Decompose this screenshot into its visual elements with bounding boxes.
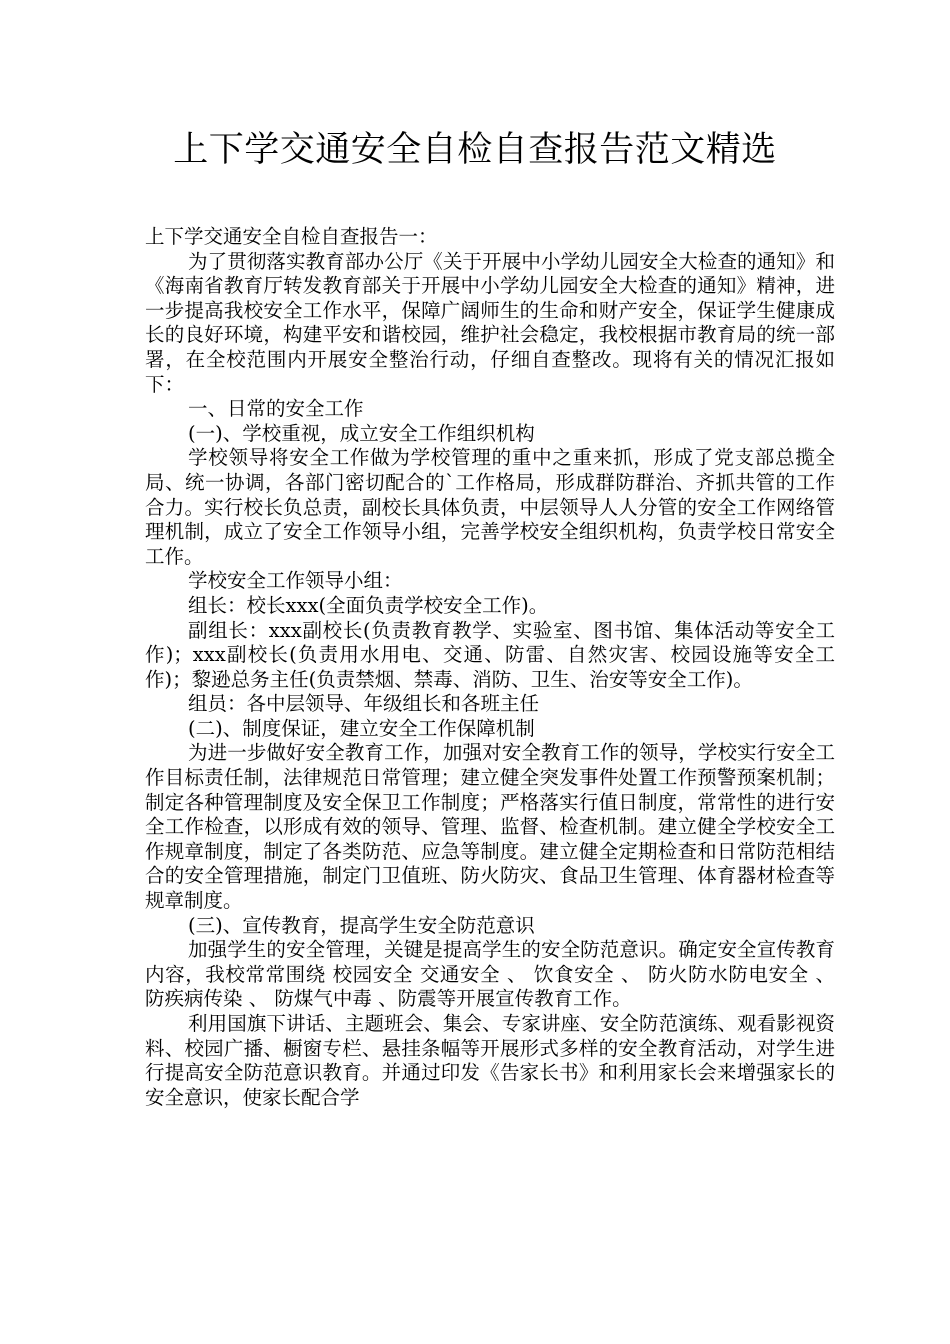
body-paragraph: 为进一步做好安全教育工作，加强对安全教育工作的领导，学校实行安全工作目标责任制，法律规范日常管理；建立健全突发事件处置工作预警预案机制；制定各种管理制度及安全保卫工作制度；严格落实行值日制度，常常性的进行安全工作检查，以形成有效的领导、管理、监督、检查机制。建立健全学校安全工作规章制度，制定了各类防范、应急等制度。建立健全定期检查和日常防范相结合的安全管理措施，制定门卫值班、防火防灾、食品卫生管理、体育器材检查等规章制度。 (145, 741, 835, 913)
body-paragraph: 组员：各中层领导、年级组长和各班主任 (188, 692, 540, 716)
subsection-heading-3: (三)、宣传教育，提高学生安全防范意识 (188, 913, 535, 937)
section-heading-daily-safety: 一、日常的安全工作 (188, 397, 364, 421)
body-paragraph: 利用国旗下讲话、主题班会、集会、专家讲座、安全防范演练、观看影视资料、校园广播、橱窗专栏、悬挂条幅等开展形式多样的安全教育活动，对学生进行提高安全防范意识教育。并通过印发《告家长书》和利用家长会来增强家长的安全意识，使家长配合学 (145, 1012, 835, 1109)
document-body (145, 225, 835, 1110)
subsection-heading-1: (一)、学校重视，成立安全工作组织机构 (188, 421, 535, 445)
subsection-heading-2: (二)、制度保证，建立安全工作保障机制 (188, 716, 535, 740)
intro-paragraph: 为了贯彻落实教育部办公厅《关于开展中小学幼儿园安全大检查的通知》和《海南省教育厅转发教育部关于开展中小学幼儿园安全大检查的通知》精神，进一步提高我校安全工作水平，保障广阔师生的生命和财产安全，保证学生健康成长的良好环境，构建平安和谐校园，维护社会稳定，我校根据市教育局的统一部署，在全校范围内开展安全整治行动，仔细自查整改。现将有关的情况汇报如下： (145, 249, 835, 396)
body-paragraph: 学校安全工作领导小组： (188, 569, 403, 593)
report-heading: 上下学交通安全自检自查报告一： (145, 225, 438, 248)
body-paragraph: 加强学生的安全管理，关键是提高学生的安全防范意识。确定安全宣传教育内容，我校常常围绕 校园安全 交通安全 、 饮食安全 、 防火防水防电安全 、 防疾病传染 、 防煤气中毒 、防震等开展宣传教育工作。 (145, 938, 835, 1011)
body-paragraph: 学校领导将安全工作做为学校管理的重中之重来抓，形成了党支部总揽全局、统一协调，各部门密切配合的`工作格局，形成群防群治、齐抓共管的工作合力。实行校长负总责，副校长具体负责，中层领导人人分管的安全工作网络管理机制，成立了安全工作领导小组，完善学校安全组织机构，负责学校日常安全工作。 (145, 446, 835, 568)
document-title: 上下学交通安全自检自查报告范文精选 (173, 130, 777, 170)
body-paragraph: 副组长：xxx副校长(负责教育教学、实验室、图书馆、集体活动等安全工作)；xxx副校长(负责用水用电、交通、防雷、自然灾害、校园设施等安全工作)；黎逊总务主任(负责禁烟、禁毒、消防、卫生、治安等安全工作)。 (145, 618, 835, 691)
body-paragraph: 组长：校长xxx(全面负责学校安全工作)。 (188, 593, 549, 617)
